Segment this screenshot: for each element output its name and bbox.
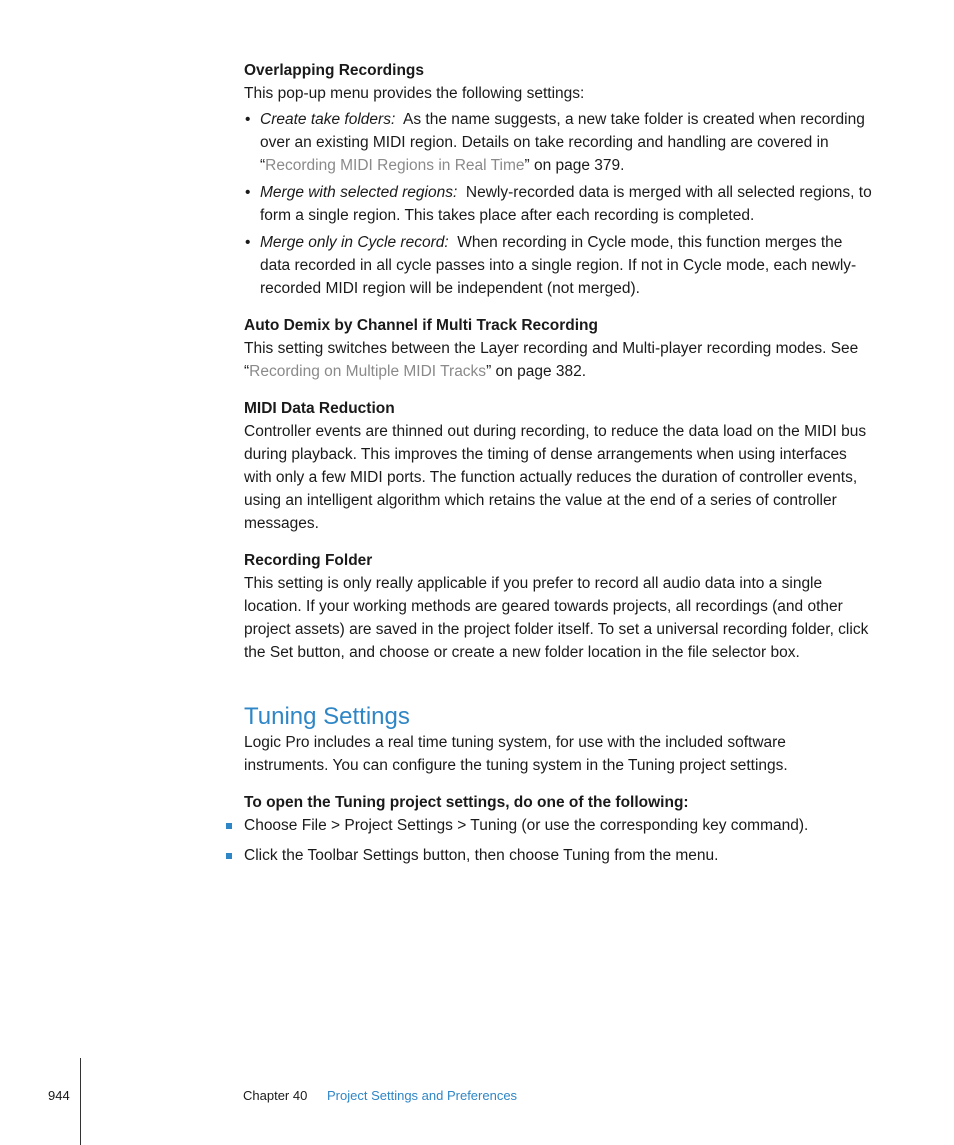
footer-chapter: Chapter 40 [243,1088,308,1103]
tuning-intro: Logic Pro includes a real time tuning system, for use with the included software instruments. You can configure the tuning system in the Tuning project settings. [244,734,788,774]
cross-reference-link[interactable]: Recording MIDI Regions in Real Time [265,157,525,174]
page-number: 944 [48,1088,70,1103]
bullet-icon: • [245,111,251,128]
list-item [244,108,874,177]
steps-list [244,814,874,867]
section-midi-data-reduction [244,397,874,535]
list-item [244,814,874,837]
setting-text: ” on page 379. [524,157,625,174]
square-bullet-icon [226,853,232,859]
section-intro: This pop-up menu provides the following settings: [244,85,585,102]
setting-term: Merge with selected regions: [260,184,458,201]
cross-reference-link[interactable]: Recording on Multiple MIDI Tracks [249,363,487,380]
square-bullet-icon [226,823,232,829]
section-heading: Auto Demix by Channel if Multi Track Recording [244,317,598,334]
main-content [244,59,874,874]
section-recording-folder [244,549,874,664]
list-item [244,231,874,300]
setting-text: Newly-recorded data is merged with all selected regions, to form a single region. This takes place after each recording is completed. [260,184,872,224]
section-auto-demix [244,314,874,383]
section-heading: Overlapping Recordings [244,62,425,79]
setting-text: As the name suggests, a new take folder is created when recording over an existing MIDI region. Details on take recording and handling are covered in “ [260,111,865,174]
section-heading: Recording Folder [244,552,373,569]
settings-list [244,108,874,300]
bullet-icon: • [245,234,251,251]
task-heading: To open the Tuning project settings, do one of the following: [244,794,689,811]
section-body: Controller events are thinned out during recording, to reduce the data load on the MIDI bus during playback. This improves the timing of dense arrangements when using interfaces with only a few MIDI ports. The function actually reduces the duration of controller events, using an intelligent algorithm which retains the value at the end of a series of controller messages. [244,423,867,532]
list-item [244,844,874,867]
setting-term: Create take folders: [260,111,396,128]
list-item [244,181,874,227]
footer-divider [80,1058,81,1145]
section-body: This setting is only really applicable if you prefer to record all audio data into a single location. If your working methods are geared towards projects, all recordings (and other project assets) are saved in the project folder itself. To set a universal recording folder, click the Set button, and choose or create a new folder location in the file selector box. [244,575,869,661]
section-overlapping-recordings [244,59,874,300]
body-text: ” on page 382. [486,363,587,380]
section-body [244,337,874,383]
step-text: Choose File > Project Settings > Tuning (or use the corresponding key command). [244,817,809,834]
bullet-icon: • [245,184,251,201]
body-text: This setting switches between the Layer recording and Multi-player recording modes. See “ [244,340,859,380]
tuning-settings-heading: Tuning Settings [244,703,410,730]
step-text: Click the Toolbar Settings button, then choose Tuning from the menu. [244,847,719,864]
setting-text: When recording in Cycle mode, this function merges the data recorded in all cycle passes into a single region. If not in Cycle mode, each newly-recorded MIDI region will be independent (not merged). [260,234,857,297]
section-heading: MIDI Data Reduction [244,400,395,417]
footer-chapter-title[interactable]: Project Settings and Preferences [327,1088,518,1103]
setting-term: Merge only in Cycle record: [260,234,449,251]
